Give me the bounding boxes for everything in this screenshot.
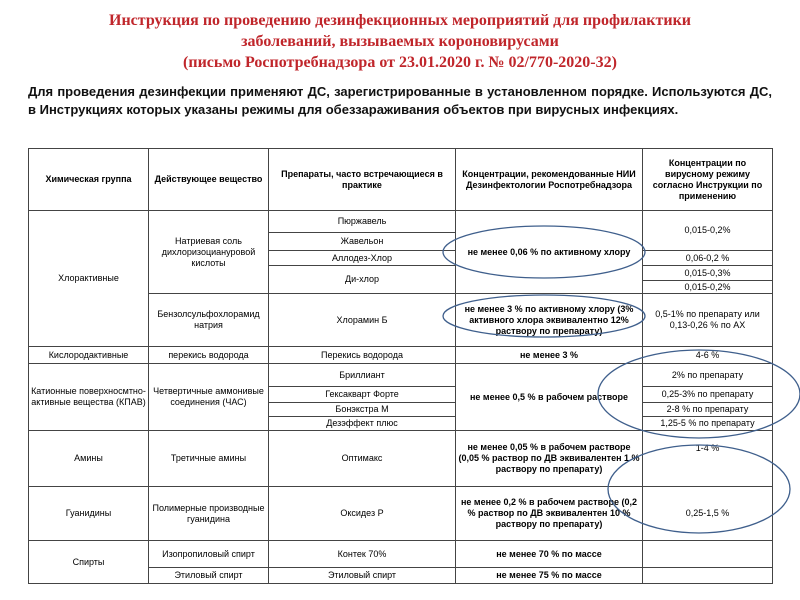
instr-cell: 0,015-0,3% (643, 266, 773, 281)
intro-paragraph: Для проведения дезинфекции применяют ДС, зарегистрированные в установленном порядке. Используются ДС, в Инструкциях которых указаны режимы для обеззараживания объектов при вирусных инфекциях. (28, 84, 772, 117)
header-nii: Концентрации, рекомендованные НИИ Дезинфектологии Роспотребнадзора (456, 149, 643, 211)
group-cell: Амины (29, 431, 149, 487)
instr-cell: 0,5-1% по препарату или 0,13-0,26 % по АХ (643, 294, 773, 347)
header-group: Химическая группа (29, 149, 149, 211)
table-row (29, 431, 773, 487)
table-row (29, 364, 773, 387)
product-cell: Жавельон (269, 233, 456, 251)
product-cell: Оптимакс (269, 431, 456, 487)
title-line-1: Инструкция по проведению дезинфекционных мероприятий для профилактики (109, 12, 691, 29)
product-cell: Бонэкстра М (269, 403, 456, 417)
slide-title (0, 10, 800, 73)
substance-cell: перекись водорода (149, 347, 269, 364)
table-row (29, 211, 773, 233)
product-cell: Оксидез Р (269, 487, 456, 541)
substance-cell: Третичные амины (149, 431, 269, 487)
group-cell: Кислородактивные (29, 347, 149, 364)
instr-cell: 0,06-0,2 % (643, 251, 773, 266)
table-header-row (29, 149, 773, 211)
header-instruction: Концентрации по вирусному режиму согласно Инструкции по применению (643, 149, 773, 211)
title-line-2: заболеваний, вызываемых короновирусами (241, 33, 559, 50)
instr-cell: 0,015-0,2% (643, 281, 773, 294)
instr-cell: 0,25-3% по препарату (643, 387, 773, 403)
instr-cell: 1-4 % (643, 431, 773, 487)
instr-cell (643, 568, 773, 584)
substance-cell: Четвертичные аммонивые соединения (ЧАС) (149, 364, 269, 431)
product-cell: Бриллиант (269, 364, 456, 387)
substance-cell: Полимерные производные гуанидина (149, 487, 269, 541)
product-cell: Этиловый спирт (269, 568, 456, 584)
header-products: Препараты, часто встречающиеся в практике (269, 149, 456, 211)
nii-cell: не менее 3 % по активному хлору (3% активного хлора эквивалентно 12% раствору по препарату) (456, 294, 643, 347)
nii-cell: не менее 0,2 % в рабочем растворе (0,2 % раствор по ДВ эквивалентен 10 % раствору по препарату) (456, 487, 643, 541)
instr-cell: 1,25-5 % по препарату (643, 417, 773, 431)
product-cell: Гексакварт Форте (269, 387, 456, 403)
instr-cell (643, 541, 773, 568)
product-cell: Контек 70% (269, 541, 456, 568)
nii-cell: не менее 70 % по массе (456, 541, 643, 568)
header-substance: Действующее вещество (149, 149, 269, 211)
substance-cell: Этиловый спирт (149, 568, 269, 584)
disinfectant-table (28, 148, 773, 584)
instr-cell: 4-6 % (643, 347, 773, 364)
table-row (29, 347, 773, 364)
product-cell: Хлорамин Б (269, 294, 456, 347)
instr-cell: 2% по препарату (643, 364, 773, 387)
nii-cell: не менее 0,05 % в рабочем растворе (0,05 % раствор по ДВ эквивалентен 1 % раствору по препарату) (456, 431, 643, 487)
group-cell: Гуанидины (29, 487, 149, 541)
nii-cell: не менее 3 % (456, 347, 643, 364)
product-cell: Дезэффект плюс (269, 417, 456, 431)
instr-cell: 0,015-0,2% (643, 211, 773, 251)
nii-cell: не менее 0,5 % в рабочем растворе (456, 364, 643, 431)
nii-cell: не менее 75 % по массе (456, 568, 643, 584)
nii-cell: не менее 0,06 % по активному хлору (456, 211, 643, 294)
group-cell: Хлорактивные (29, 211, 149, 347)
product-cell: Аллодез-Хлор (269, 251, 456, 266)
substance-cell: Бензолсульфохлорамид натрия (149, 294, 269, 347)
group-cell: Катионные поверхносмтно-активные вещества (КПАВ) (29, 364, 149, 431)
product-cell: Ди-хлор (269, 266, 456, 294)
table-row (29, 487, 773, 541)
product-cell: Пюржавель (269, 211, 456, 233)
title-line-3: (письмо Роспотребнадзора от 23.01.2020 г. № 02/770-2020-32) (183, 54, 617, 71)
instr-cell: 2-8 % по препарату (643, 403, 773, 417)
product-cell: Перекись водорода (269, 347, 456, 364)
substance-cell: Натриевая соль дихлоризоциануровой кислоты (149, 211, 269, 294)
instr-cell: 0,25-1,5 % (643, 487, 773, 541)
table-row (29, 541, 773, 568)
group-cell: Спирты (29, 541, 149, 584)
substance-cell: Изопропиловый спирт (149, 541, 269, 568)
